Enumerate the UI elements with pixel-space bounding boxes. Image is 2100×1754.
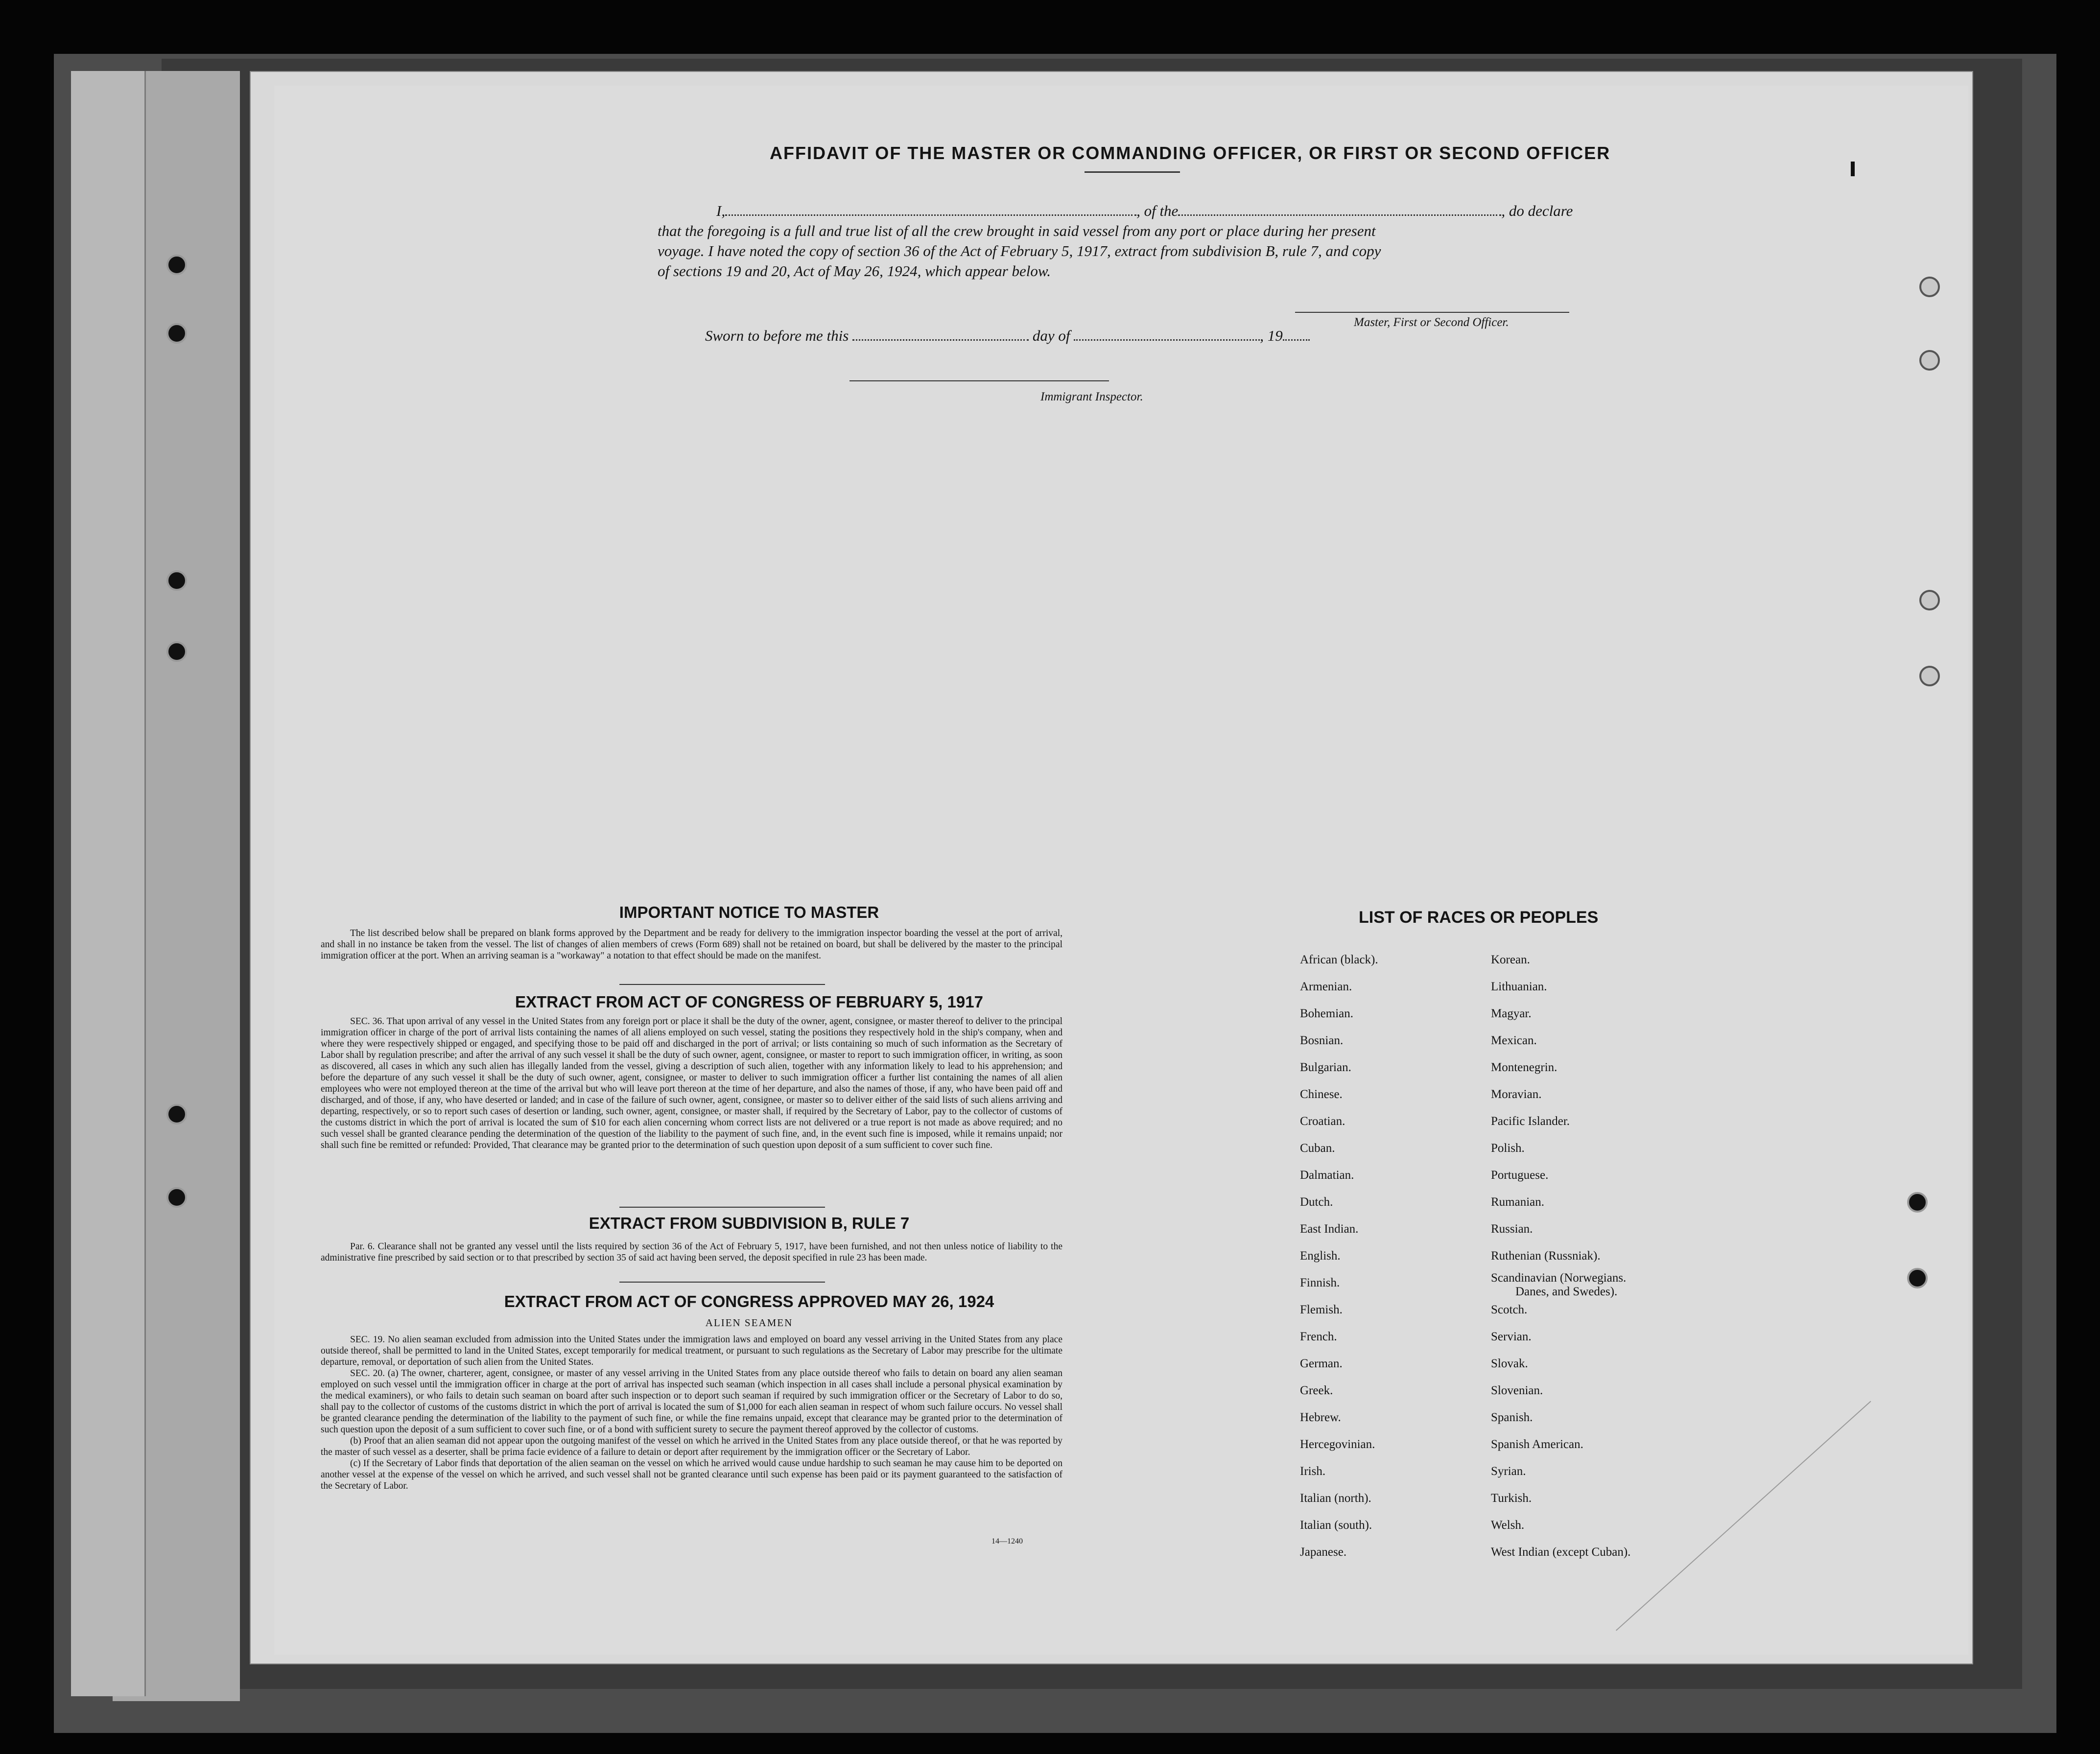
race-right: Mexican.: [1491, 1034, 1537, 1047]
race-left: Italian (south).: [1300, 1519, 1372, 1532]
affidavit-statement: [658, 201, 1607, 281]
race-right: Russian.: [1491, 1222, 1533, 1236]
binder-hole: [1907, 1268, 1928, 1288]
extract-1917-title: EXTRACT FROM ACT OF CONGRESS OF FEBRUARY 5, 1917: [515, 993, 983, 1011]
race-left: Flemish.: [1300, 1303, 1343, 1316]
alien-seamen-subtitle: ALIEN SEAMEN: [705, 1317, 793, 1329]
race-right: Turkish.: [1491, 1492, 1532, 1505]
binder-hole: [166, 1104, 187, 1124]
race-right: Scotch.: [1491, 1303, 1528, 1316]
sec-19-text: SEC. 19. No alien seaman excluded from admission into the United States under the immigration laws and employed on board any vessel arriving in the United States from any place outside thereof, shall be permitted to land in the United States, except temporarily for medical treatment, or pursuant to such regulations as the Secretary of Labor may prescribe for the ultimate departure, removal, or deportation of such alien from the United States.: [321, 1334, 1062, 1367]
race-left: Finnish.: [1300, 1276, 1340, 1289]
section-divider: [619, 984, 825, 985]
race-left: African (black).: [1300, 953, 1378, 966]
ledger-strip: [71, 71, 146, 1696]
race-left: Bohemian.: [1300, 1007, 1354, 1020]
inspector-caption: Immigrant Inspector.: [1040, 390, 1143, 403]
race-right: Portuguese.: [1491, 1169, 1549, 1182]
sworn-statement: [705, 327, 1310, 345]
race-right: Polish.: [1491, 1142, 1525, 1155]
race-left: French.: [1300, 1330, 1337, 1343]
binder-hole: [1919, 590, 1940, 610]
race-left: Irish.: [1300, 1465, 1326, 1478]
affidavit-line-2: that the foregoing is a full and true list of all the crew brought in said vessel from any port or place during her present: [658, 222, 1376, 239]
sworn-text: Sworn to before me this: [705, 327, 849, 344]
race-right: Pacific Islander.: [1491, 1115, 1570, 1128]
race-right: Magyar.: [1491, 1007, 1532, 1020]
race-right: Moravian.: [1491, 1088, 1542, 1101]
race-left: English.: [1300, 1249, 1341, 1263]
race-left: East Indian.: [1300, 1222, 1359, 1236]
race-left: Bosnian.: [1300, 1034, 1344, 1047]
binder-hole: [1907, 1192, 1928, 1213]
race-right: Servian.: [1491, 1330, 1532, 1343]
sec-20a-text: SEC. 20. (a) The owner, charterer, agent, consignee, or master of any vessel arriving in the United States from any place outside thereof who fails to detain on board any alien seaman employed on such vessel until the immigration officer in charge at the port of arrival has inspected such seaman (which inspection in all cases shall include a personal physical examination by the medical examiners), or who fails to detain such seaman on board after such inspection or to deport such seaman if required by such immigration officer or the Secretary of Labor to do so, shall pay to the collector of customs of the customs district in which the port of arrival is located the sum of $1,000 for each alien seaman in respect of whom such failure occurs. No vessel shall be granted clearance pending the determination of the liability to the payment of such fine, or while the fine remains unpaid, except that clearance may be granted prior to the determination of such question upon the deposit of a sum sufficient to cover such fine, or of a bond with sufficient surety to secure the payment thereof approved by the collector of customs.: [321, 1368, 1062, 1435]
extract-1924-body: [321, 1334, 1062, 1492]
race-right: Scandinavian (Norwegians.: [1491, 1271, 1627, 1285]
binder-hole: [166, 570, 187, 591]
sec-20c-text: (c) If the Secretary of Labor finds that deportation of the alien seaman on the vessel on which he arrived would cause undue hardship to such seaman he may cause him to be deported on another vessel at the expense of the vessel on which he arrived, and such vessel shall not be granted clearance until such expense has been paid or its payment guaranteed to the satisfaction of the Secretary of Labor.: [321, 1458, 1062, 1491]
sworn-date-blank: [852, 339, 1029, 341]
vessel-blank: [1178, 214, 1501, 216]
race-right: Lithuanian.: [1491, 980, 1547, 993]
race-left: Italian (north).: [1300, 1492, 1371, 1505]
section-divider: [619, 1207, 825, 1208]
race-right: Ruthenian (Russniak).: [1491, 1249, 1601, 1263]
binder-hole: [1919, 666, 1940, 686]
inspector-signature-line: [849, 380, 1109, 381]
affidavit-do-declare: , do declare: [1501, 202, 1573, 219]
race-left: Croatian.: [1300, 1115, 1345, 1128]
notice-body: The list described below shall be prepared on blank forms approved by the Department and be ready for delivery to the immigration inspector boarding the vessel at the port of arrival, and shall in no instance be taken from the vessel. The list of changes of alien members of crews (Form 689) shall not be retained on board, but shall be delivered by the master to the principal immigration officer at the port. When an arriving seaman is a "workaway" a notation to that effect should be made on the manifest.: [321, 928, 1062, 961]
race-left: Dalmatian.: [1300, 1169, 1354, 1182]
affidavit-line-4: of sections 19 and 20, Act of May 26, 1924, which appear below.: [658, 262, 1051, 280]
affidavit-of-the: , of the: [1136, 202, 1179, 219]
race-left: Hercegovinian.: [1300, 1438, 1375, 1451]
binder-hole: [166, 641, 187, 662]
sec-20b-text: (b) Proof that an alien seaman did not appear upon the outgoing manifest of the vessel on which he arrived in the United States from any place outside thereof, or that he was reported by the master of such vessel as a deserter, shall be prima facie evidence of a failure to detain or deport after requirement by the immigration officer or the Secretary of Labor.: [321, 1436, 1062, 1457]
race-left: Armenian.: [1300, 980, 1352, 993]
name-blank: [725, 214, 1136, 216]
officer-signature-line: [1295, 312, 1569, 313]
section-divider: [619, 1282, 825, 1283]
race-right: West Indian (except Cuban).: [1491, 1545, 1631, 1559]
extract-1917-body: SEC. 36. That upon arrival of any vessel in the United States from any foreign port or place it shall be the duty of the owner, agent, consignee, or master thereof to deliver to the principal immigration officer in charge of the port of arrival lists containing the names of all aliens employed on such vessel, stating the positions they respectively hold in the ship's company, when and where they were respectively shipped or engaged, and specifying those to be paid off and discharged in the port of arrival; or lists containing so much of such information as the Secretary of Labor shall by regulation prescribe; and after the arrival of any such vessel it shall be the duty of such owner, agent, consignee, or master to report to such immigration officer, in writing, as soon as discovered, all cases in which any such alien has illegally landed from the vessel, giving a description of such alien, together with any information likely to lead to his apprehension; and before the departure of any such vessel it shall be the duty of such owner, agent, consignee, or master to deliver to such immigration officer a further list containing the names of all alien employees who were not employed thereon at the time of the arrival but who will leave port thereon at the time of her departure, and also the names of those, if any, who have been paid off and discharged, and of those, if any, who have deserted or landed; and in case of the failure of such owner, agent, consignee, or master so to deliver either of the said lists of such aliens arriving and departing, respectively, or so to report such cases of desertion or landing, such owner, agent, consignee, or master shall, if required by the Secretary of Labor, pay to the collector of customs of the customs district in which the port of arrival is located the sum of $10 for each alien concerning whom correct lists are not delivered or a true report is not made as above required; and no such vessel shall be granted clearance pending the determination of the question of the liability to the payment of such fine, and, in the event such fine is imposed, while it remains unpaid; nor shall such fine be remitted or refunded: Provided, That clearance may be granted prior to the determination of such question upon deposit of a sum sufficient to cover such fine.: [321, 1016, 1062, 1150]
race-right: Spanish American.: [1491, 1438, 1583, 1451]
day-of-text: day of: [1032, 327, 1070, 344]
race-right: Welsh.: [1491, 1519, 1525, 1532]
year-prefix: , 19: [1260, 327, 1283, 344]
month-blank: [1074, 339, 1260, 341]
binder-hole: [166, 323, 187, 344]
notice-title: IMPORTANT NOTICE TO MASTER: [619, 903, 879, 921]
form-number: 14—1240: [991, 1537, 1023, 1545]
extract-1924-title: EXTRACT FROM ACT OF CONGRESS APPROVED MAY 26, 1924: [504, 1292, 994, 1310]
races-title: LIST OF RACES OR PEOPLES: [1359, 908, 1599, 927]
race-left: German.: [1300, 1357, 1343, 1370]
race-left: Greek.: [1300, 1384, 1333, 1397]
affidavit-i: I,: [716, 202, 726, 219]
race-right: Syrian.: [1491, 1465, 1526, 1478]
race-left: Bulgarian.: [1300, 1061, 1351, 1074]
affidavit-title: AFFIDAVIT OF THE MASTER OR COMMANDING OFFICER, OR FIRST OR SECOND OFFICER: [770, 143, 1611, 163]
binder-hole: [166, 255, 187, 275]
race-right: Korean.: [1491, 953, 1530, 966]
binder-hole: [166, 1187, 187, 1208]
officer-caption: Master, First or Second Officer.: [1354, 316, 1509, 329]
binder-hole: [1919, 350, 1940, 371]
affidavit-line-3: voyage. I have noted the copy of section 36 of the Act of February 5, 1917, extract from subdivision B, rule 7, and copy: [658, 242, 1381, 259]
binder-hole: [1919, 277, 1940, 297]
race-right: Rumanian.: [1491, 1195, 1545, 1209]
ink-mark: [1851, 162, 1855, 176]
race-right: Slovenian.: [1491, 1384, 1543, 1397]
race-right: Spanish.: [1491, 1411, 1533, 1424]
title-underline: [1085, 171, 1180, 173]
rule7-body: Par. 6. Clearance shall not be granted any vessel until the lists required by section 36 of the Act of February 5, 1917, have been furnished, and not then unless notice of liability to the administrative fine prescribed by said section or to that prescribed by section 35 of said act having been served, the deposit specified in rule 23 has been made.: [321, 1241, 1062, 1263]
race-left: Chinese.: [1300, 1088, 1343, 1101]
race-right-continued: Danes, and Swedes).: [1515, 1285, 1618, 1298]
rule7-title: EXTRACT FROM SUBDIVISION B, RULE 7: [589, 1214, 910, 1232]
race-left: Cuban.: [1300, 1142, 1335, 1155]
race-left: Hebrew.: [1300, 1411, 1341, 1424]
race-left: Dutch.: [1300, 1195, 1333, 1209]
race-right: Slovak.: [1491, 1357, 1528, 1370]
race-right: Montenegrin.: [1491, 1061, 1557, 1074]
race-left: Japanese.: [1300, 1545, 1347, 1559]
year-blank: [1283, 339, 1310, 341]
